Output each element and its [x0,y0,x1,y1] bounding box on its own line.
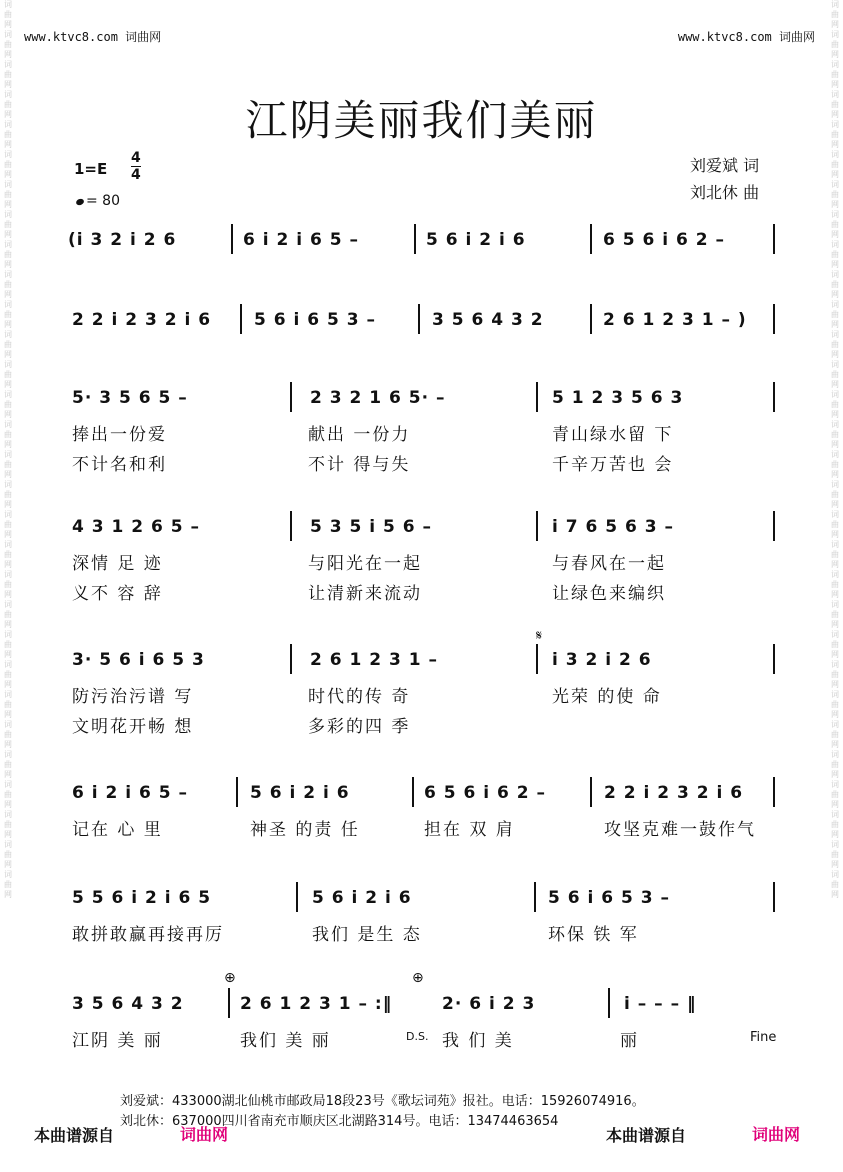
bar-line [412,777,414,807]
bar-line [773,882,775,912]
lyric-verse-1: 防污治污谱 写 [72,687,194,707]
fine-marking: Fine [750,1030,777,1045]
site-url-left[interactable]: www.ktvc8.com 词曲网 [24,30,162,44]
measure: 3· 5 6 i 6 5 3 [72,650,205,670]
measure: 2 3 2 1 6 5· – [310,388,446,408]
composer: 刘北休 曲 [690,183,760,202]
lyric-verse-1: 捧出一份爱 [72,425,167,445]
lyric-verse-1: 敢拼敢赢再接再厉 [72,925,224,945]
bar-line [536,382,538,412]
measure: 6 i 2 i 6 5 – [72,783,188,803]
measure: 2 2 i 2 3 2 i 6 [72,310,212,330]
score-row-6 [68,783,780,840]
bar-line [608,988,610,1018]
measure: 5 5 6 i 2 i 6 5 [72,888,212,908]
bar-line [773,224,775,254]
measure: 6 i 2 i 6 5 – [243,230,359,250]
lyric-verse-1: 江阴 美 丽 [72,1031,163,1051]
tempo-marking: = 80 [76,193,120,209]
lyric-verse-2: 千辛万苦也 会 [552,455,674,475]
bar-line [414,224,416,254]
time-numerator: 4 [131,150,141,166]
bar-line [418,304,420,334]
lyric-verse-1: 环保 铁 军 [548,925,639,945]
measure: 2 6 1 2 3 1 – :‖ [240,994,393,1014]
measure: 6 5 6 i 6 2 – [424,783,546,803]
lyric-verse-1: 丽 [620,1031,639,1051]
lyric-verse-1: 深情 足 迹 [72,554,163,574]
measure: i 7 6 5 6 3 – [552,517,674,537]
lyricist: 刘爱斌 词 [690,156,760,175]
bar-line [228,988,230,1018]
bar-line [773,382,775,412]
time-signature [131,150,141,183]
song-title: 江阴美丽我们美丽 [245,96,598,145]
bar-line [231,224,233,254]
lyric-verse-1: 记在 心 里 [72,820,163,840]
lyric-verse-1: 我们 是生 态 [312,925,422,945]
lyric-verse-1: 青山绿水留 下 [552,425,674,445]
bar-line [536,644,538,674]
lyric-verse-1: 与阳光在一起 [308,554,422,574]
time-denominator: 4 [131,167,141,183]
bar-line [290,511,292,541]
measure: i 3 2 i 2 6 [552,650,652,670]
lyric-verse-2: 让绿色来编织 [552,584,666,604]
key-signature: 1=E [74,160,108,178]
contact-line: 刘爱斌：433000湖北仙桃市邮政局18段23号《歌坛词苑》报社。电话：15926074916。 [120,1094,645,1109]
bar-line [773,511,775,541]
segno-sign: 𝄋 [536,628,543,644]
lyric-verse-1: 攻坚克难一鼓作气 [604,820,756,840]
brand-link[interactable]: 词曲网 [752,1125,801,1144]
measure: 5 1 2 3 5 6 3 [552,388,684,408]
lyric-verse-2: 不计名和利 [72,455,167,475]
lyric-verse-1: 与春风在一起 [552,554,666,574]
measure: 5 3 5 i 5 6 – [310,517,432,537]
contact-line: 刘北休：637000四川省南充市顺庆区北湖路314号。电话：13474463654 [120,1114,559,1129]
bar-line [290,644,292,674]
lyric-verse-1: 献出 一份力 [308,425,411,445]
bar-line [773,644,775,674]
score-row-1 [68,230,780,256]
measure: 4 3 1 2 6 5 – [72,517,200,537]
measure: 5 6 i 6 5 3 – [254,310,376,330]
bar-line [236,777,238,807]
measure: 5 6 i 6 5 3 – [548,888,670,908]
measure: 2 6 1 2 3 1 – [310,650,438,670]
measure: (i 3 2 i 2 6 [68,230,177,250]
measure: 6 5 6 i 6 2 – [603,230,725,250]
bar-line [536,511,538,541]
bar-line [590,224,592,254]
lyric-verse-2: 不计 得与失 [308,455,411,475]
lyric-verse-1: 神圣 的责 任 [250,820,360,840]
credits [690,152,759,206]
measure: 5 6 i 2 i 6 [250,783,350,803]
bar-line [590,777,592,807]
score-row-4 [68,517,780,604]
lyric-verse-2: 义不 容 辞 [72,584,163,604]
site-url-right[interactable]: www.ktvc8.com 词曲网 [677,30,815,44]
bar-line [240,304,242,334]
score-row-3 [68,388,780,475]
measure: 3 5 6 4 3 2 [432,310,544,330]
lyric-verse-2: 让清新来流动 [308,584,422,604]
source-label: 本曲谱源自 [34,1126,115,1145]
coda-sign: ⊕ [412,970,424,986]
score-row-5 [68,650,780,737]
measure: i – – – ‖ [624,994,697,1014]
measure: 5 6 i 2 i 6 [312,888,412,908]
bar-line [290,382,292,412]
source-label: 本曲谱源自 [606,1126,687,1145]
measure: 3 5 6 4 3 2 [72,994,184,1014]
lyric-verse-2: 文明花开畅 想 [72,717,194,737]
bar-line [773,304,775,334]
bar-line [296,882,298,912]
quarter-note-icon [75,198,85,206]
lyric-verse-1: 我 们 美 [442,1031,514,1051]
brand-link[interactable]: 词曲网 [180,1125,229,1144]
lyric-verse-1: 光荣 的使 命 [552,687,662,707]
bar-line [773,777,775,807]
score-row-7 [68,888,780,945]
bar-line [590,304,592,334]
measure: 2 2 i 2 3 2 i 6 [604,783,744,803]
ds-marking: D.S. [406,1030,429,1043]
lyric-verse-1: 担在 双 肩 [424,820,515,840]
coda-sign: ⊕ [224,970,236,986]
lyric-verse-2: 多彩的四 季 [308,717,411,737]
side-watermark-right: 词曲网词曲网词曲网词曲网词曲网词曲网词曲网词曲网词曲网词曲网词曲网词曲网词曲网词曲网词曲网词曲网词曲网词曲网词曲网词曲网词曲网词曲网词曲网词曲网词曲网词曲网词曲网词曲网词曲网词曲网 [831,0,839,899]
lyric-verse-1: 我们 美 丽 [240,1031,331,1051]
measure: 5 6 i 2 i 6 [426,230,526,250]
measure: 2 6 1 2 3 1 – ) [603,310,747,330]
measure: 2· 6 i 2 3 [442,994,536,1014]
score-row-2 [68,310,780,336]
lyric-verse-1: 时代的传 奇 [308,687,411,707]
measure: 5· 3 5 6 5 – [72,388,188,408]
bar-line [534,882,536,912]
side-watermark-left: 词曲网词曲网词曲网词曲网词曲网词曲网词曲网词曲网词曲网词曲网词曲网词曲网词曲网词曲网词曲网词曲网词曲网词曲网词曲网词曲网词曲网词曲网词曲网词曲网词曲网词曲网词曲网词曲网词曲网词曲网 [4,0,12,899]
